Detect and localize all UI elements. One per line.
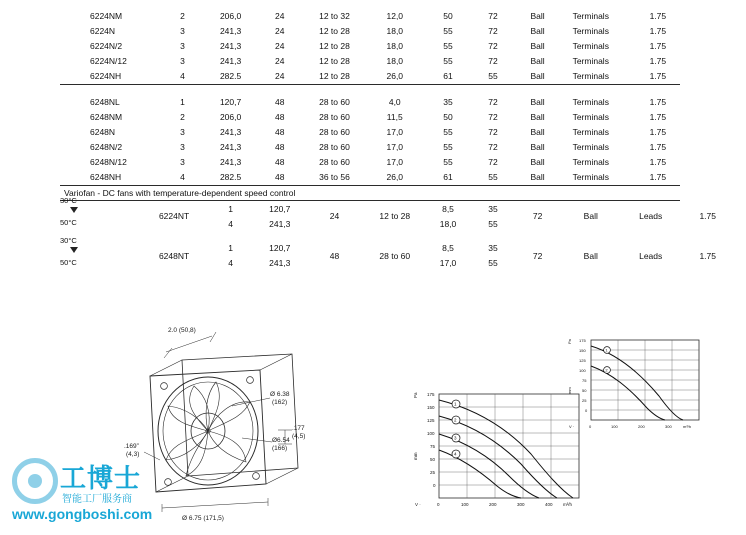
svg-text:1: 1 [454,401,457,407]
dim-thickness-label-1: .177 [292,425,305,432]
cell-power: 50 [443,111,453,122]
table-row [60,8,730,23]
cell-range: 12 to 28 [319,71,350,82]
cell-voltage: 48 [275,96,285,107]
cell-current: 8,5 [442,243,454,254]
watermark-brand: 工博士 [60,464,142,494]
svg-text:2: 2 [605,367,608,373]
arrow-down-icon [70,207,78,213]
cell-terminals: Terminals [572,111,609,122]
cell-phase: 4 [180,71,185,82]
cell-power: 55 [488,218,498,229]
svg-text:1: 1 [605,347,608,353]
cell-model: 6248N [90,126,116,137]
chart1-ylabel-mm: mm [413,452,418,460]
cell-model: 6248NM [90,111,123,122]
svg-text:m³/h: m³/h [683,424,691,429]
cell-phase: 1 [180,96,185,107]
cell-bearing: Ball [530,172,545,183]
cell-speed: 72 [488,142,498,153]
watermark-tagline: 智能工厂服务商 [62,494,132,505]
cell-weight: 1.75 [699,211,716,221]
cell-range: 12 to 28 [319,56,350,67]
cell-power: 55 [443,40,453,51]
cell-dim: 282.5 [219,172,242,183]
gear-icon [12,458,58,504]
chart-2 [567,338,699,429]
dim-small-label-1: .169” [124,443,139,450]
cell-weight: 1.75 [649,111,667,122]
svg-text:25: 25 [582,398,587,403]
cell-bearing: Ball [530,157,545,168]
chart1-ytick: 125 [427,418,435,423]
cell-range: 28 to 60 [319,142,350,153]
temp-high-label: 30°C [60,196,77,206]
table-row [60,69,730,85]
specification-table [60,8,730,271]
cell-model: 6248NL [90,96,120,107]
cell-bearing: Ball [530,10,545,21]
cell-terminals: Leads [639,211,663,222]
dim-hole-label-1: Ø 6.38 [270,391,290,398]
cell-power: 35 [443,96,453,107]
cell-dim: 241,3 [219,142,242,153]
cell-speed: 55 [488,71,498,82]
dim-hole-label-2: (162) [272,399,288,406]
cell-model: 6224NH [90,71,122,82]
svg-text:150: 150 [579,348,586,353]
cell-dim: 241,3 [219,40,242,51]
cell-weight: 1.75 [649,126,667,137]
cell-current: 18,0 [386,40,404,51]
chart1-ytick: 75 [430,444,436,449]
cell-current: 18,0 [386,25,404,36]
chart1-xtick: 300 [517,502,525,507]
cell-voltage: 24 [275,40,285,51]
chart1-ytick: 50 [430,457,436,462]
cell-dim: 241,3 [269,218,291,229]
cell-range: 36 to 56 [319,172,350,183]
chart1-ytick: 0 [433,483,436,488]
cell-power: 55 [488,258,498,269]
arrow-down-icon [70,247,78,253]
temperature-indicator [60,196,159,232]
cell-terminals: Terminals [572,56,609,67]
cell-dim: 206,0 [219,10,242,21]
chart1-ylabel-pa: Pa [413,392,418,398]
svg-text:V ·: V · [569,424,575,429]
cell-power: 35 [488,243,498,254]
cell-range: 28 to 60 [319,157,350,168]
cell-power: 55 [443,56,453,67]
cell-dim: 241,3 [269,258,291,269]
chart-1 [413,392,579,507]
dim-outer-label: Ø 6.75 (171,5) [182,515,224,522]
table-row [60,124,730,139]
cell-model: 6248NT [158,250,190,261]
cell-range: 28 to 60 [319,111,350,122]
chart1-xtick: 0 [437,502,440,507]
svg-text:125: 125 [579,358,586,363]
cell-bearing: Ball [530,40,545,51]
cell-current: 11,5 [386,111,403,122]
cell-bearing: Ball [530,25,545,36]
cell-bearing: Ball [530,142,545,153]
cell-power: 61 [443,172,453,183]
cell-power: 55 [443,25,453,36]
svg-text:0: 0 [589,424,592,429]
vario-row-upper [60,240,730,255]
cell-terminals: Leads [639,250,663,261]
dim-depth-label: 2.0 (50,8) [168,327,196,334]
cell-terminals: Terminals [572,10,609,21]
svg-text:3: 3 [454,435,457,441]
cell-range: 28 to 60 [319,126,350,137]
cell-model: 6224N [90,25,116,36]
cell-voltage: 48 [275,126,285,137]
cell-dim: 241,3 [219,157,242,168]
cell-voltage: 24 [275,10,285,21]
cell-phase: 1 [228,203,233,214]
cell-weight: 1.75 [649,157,667,168]
charts-svg [405,330,740,530]
table-row [60,170,730,186]
cell-model: 6248N/12 [90,157,127,168]
cell-current: 4,0 [388,96,401,107]
cell-phase: 3 [180,126,185,137]
cell-bearing: Ball [530,111,545,122]
chart1-ytick: 25 [430,470,436,475]
chart1-ytick: 175 [427,392,435,397]
cell-bearing: Ball [530,56,545,67]
cell-phase: 4 [228,218,233,229]
cell-current: 26,0 [386,172,404,183]
cell-speed: 72 [532,250,543,261]
svg-text:4: 4 [454,451,457,457]
cell-bearing: Ball [530,96,545,107]
cell-terminals: Terminals [572,96,609,107]
cell-phase: 3 [180,142,185,153]
table-row [60,155,730,170]
cell-terminals: Terminals [572,71,609,82]
cell-range: 12 to 28 [379,211,411,222]
cell-model: 6248NH [90,172,122,183]
cell-phase: 3 [180,25,185,36]
cell-voltage: 24 [275,71,285,82]
cell-speed: 72 [532,211,543,222]
cell-power: 55 [443,126,453,137]
cell-range: 12 to 28 [319,25,350,36]
cell-terminals: Terminals [572,142,609,153]
table-row [60,140,730,155]
cell-speed: 72 [488,96,498,107]
chart1-xtick: 100 [461,502,469,507]
cell-current: 12,0 [386,10,404,21]
cell-phase: 1 [228,243,233,254]
section-title: Variofan - DC fans with temperature-dependent speed control [60,186,680,201]
cell-current: 17,0 [439,258,457,269]
cell-phase: 3 [180,157,185,168]
cell-voltage: 48 [275,142,285,153]
cell-power: 55 [443,157,453,168]
fan-spec-table [60,8,730,271]
cell-speed: 72 [488,25,498,36]
cell-weight: 1.75 [649,10,667,21]
dim-bore-label-2: (166) [272,445,288,452]
watermark-url: www.gongboshi.com [12,506,153,522]
cell-terminals: Terminals [572,157,609,168]
cell-terminals: Terminals [572,40,609,51]
cell-bearing: Ball [530,126,545,137]
vario-row-upper [60,201,730,217]
cell-current: 18,0 [439,218,457,229]
cell-weight: 1.75 [649,25,667,36]
svg-text:75: 75 [582,378,587,383]
cell-current: 26,0 [386,71,404,82]
cell-current: 17,0 [386,157,404,168]
cell-model: 6224N/2 [90,40,123,51]
cell-weight: 1.75 [649,96,667,107]
cell-current: 8,5 [442,203,454,214]
table-row [60,38,730,53]
table-row [60,94,730,109]
watermark [8,456,178,526]
svg-text:Pa: Pa [567,339,572,344]
cell-dim: 241,3 [219,25,242,36]
dim-thickness-label-2: (4,5) [292,433,306,440]
svg-text:50: 50 [582,388,587,393]
cell-terminals: Terminals [572,25,609,36]
cell-power: 50 [443,10,453,21]
cell-speed: 72 [488,157,498,168]
cell-dim: 120,7 [269,203,291,214]
cell-current: 18,0 [386,56,404,67]
cell-dim: 120,7 [219,96,242,107]
table-row [60,54,730,69]
cell-weight: 1.75 [649,142,667,153]
svg-text:100: 100 [579,368,586,373]
temperature-indicator [60,235,159,270]
cell-phase: 4 [180,172,185,183]
cell-weight: 1.75 [699,250,716,261]
cell-weight: 1.75 [649,40,667,51]
cell-dim: 120,7 [269,243,291,254]
temp-low-label: 50°C [60,218,77,228]
cell-voltage: 24 [329,211,340,222]
cell-voltage: 24 [275,25,285,36]
cell-range: 12 to 32 [319,10,350,21]
cell-weight: 1.75 [649,56,667,67]
cell-speed: 72 [488,10,498,21]
svg-text:mm: mm [567,387,572,394]
svg-text:300: 300 [665,424,672,429]
cell-speed: 72 [488,40,498,51]
cell-power: 55 [443,142,453,153]
temp-low-label: 50°C [60,257,77,267]
cell-bearing: Ball [530,71,545,82]
svg-text:200: 200 [638,424,645,429]
cell-voltage: 48 [275,157,285,168]
table-spacer [60,85,730,94]
cell-bearing: Ball [583,250,598,261]
cell-speed: 72 [488,111,498,122]
dim-bore-label-1: Ø6.54 [272,437,290,444]
svg-text:175: 175 [579,338,586,343]
cell-terminals: Terminals [572,126,609,137]
cell-bearing: Ball [583,211,598,222]
chart1-xtick: 200 [489,502,497,507]
cell-current: 17,0 [386,142,404,153]
cell-range: 12 to 28 [319,40,350,51]
chart1-ytick: 100 [427,431,435,436]
cell-weight: 1.75 [649,71,667,82]
cell-phase: 3 [180,40,185,51]
chart1-ytick: 150 [427,405,435,410]
performance-charts [405,330,740,530]
cell-weight: 1.75 [649,172,667,183]
svg-text:100: 100 [611,424,618,429]
cell-speed: 72 [488,56,498,67]
cell-power: 35 [488,203,498,214]
cell-voltage: 48 [275,111,285,122]
cell-voltage: 48 [275,172,285,183]
cell-model: 6224N/12 [90,56,127,67]
chart1-xlabel: V · [415,502,421,507]
cell-phase: 2 [180,111,185,122]
dim-small-label-2: (4,3) [126,451,140,458]
cell-range: 28 to 60 [319,96,350,107]
temp-high-label: 30°C [60,235,77,245]
section-header-row [60,186,730,201]
cell-phase: 2 [180,10,185,21]
table-spacer [60,231,730,240]
cell-speed: 55 [488,172,498,183]
chart1-xunit: m³/h [563,502,572,507]
cell-dim: 206,0 [219,111,242,122]
cell-model: 6224NM [90,10,123,21]
cell-speed: 72 [488,126,498,137]
cell-phase: 3 [180,56,185,67]
cell-model: 6224NT [158,211,190,222]
cell-voltage: 48 [329,250,340,261]
cell-terminals: Terminals [572,172,609,183]
cell-dim: 241,3 [219,56,242,67]
chart1-xtick: 400 [545,502,553,507]
cell-model: 6248N/2 [90,142,123,153]
cell-power: 61 [443,71,453,82]
table-row [60,23,730,38]
cell-current: 17,0 [386,126,404,137]
svg-text:2: 2 [454,417,457,423]
svg-text:0: 0 [585,408,588,413]
cell-phase: 4 [228,258,233,269]
cell-dim: 282.5 [219,71,242,82]
cell-dim: 241,3 [219,126,242,137]
table-row [60,109,730,124]
cell-range: 28 to 60 [379,250,411,261]
cell-voltage: 24 [275,56,285,67]
